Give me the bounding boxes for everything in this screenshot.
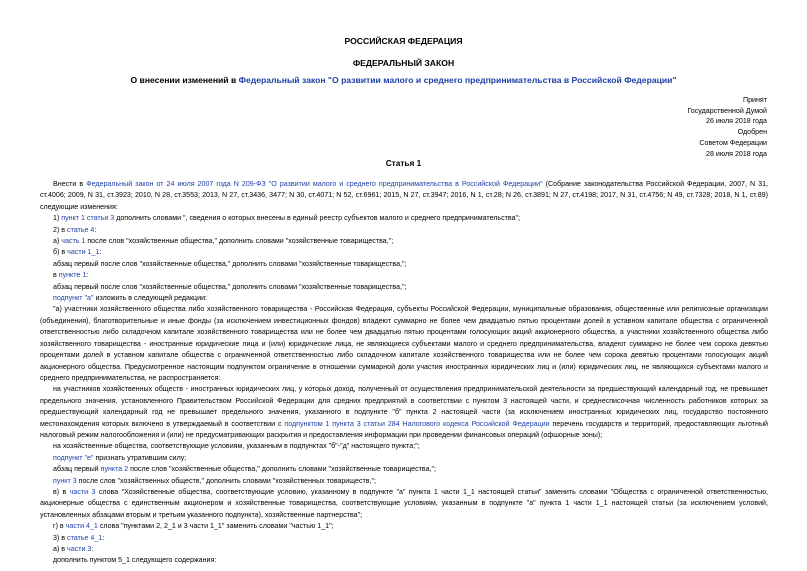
text: а) в bbox=[53, 545, 68, 553]
text: после слов "хозяйственные общества," дополнить словами "хозяйственные товарищества,"; bbox=[128, 465, 436, 474]
doc-type-heading: ФЕДЕРАЛЬНЫЙ ЗАКОН bbox=[352, 58, 455, 68]
link[interactable]: статье 4 bbox=[67, 225, 95, 234]
text: 1) bbox=[53, 214, 62, 223]
link[interactable]: части 3 bbox=[67, 545, 92, 553]
paragraph bbox=[40, 476, 768, 487]
text: абзац первый bbox=[53, 465, 101, 474]
paragraph bbox=[40, 487, 768, 521]
paragraph bbox=[40, 247, 768, 258]
paragraph: абзац первый после слов "хозяйственные общества," дополнить словами "хозяйственные товарищества,"; bbox=[53, 259, 407, 268]
paragraph bbox=[40, 464, 768, 475]
text: (Собрание законодательства Российской Федерации, 2007, N 31, ст.4006; 2009, N 31, ст.3923; 2010, N 28, ст.3553; 2013, N 27, ст.3436, 3477; N 30, ст.4071; N 52, ст.6961; 2015, N 27, ст.3947; 2016, N 1, ст.28; N 26, ст.3891; N 27, ст.4198; 2017, N 31, ст.4756; N 49, ст.7328; 2018, N 1, ст.89) следующие изменения: bbox=[40, 180, 768, 211]
paragraph: абзац первый после слов "хозяйственные общества," дополнить словами "хозяйственные товарищества,"; bbox=[53, 282, 407, 291]
link[interactable]: части 4_1 bbox=[65, 522, 98, 531]
adoption-line-1: Принят bbox=[742, 96, 767, 104]
paragraph bbox=[40, 453, 768, 464]
paragraph bbox=[40, 270, 768, 281]
text: б) в bbox=[53, 248, 68, 257]
text: а) bbox=[53, 237, 62, 246]
adoption-line-3: 26 июля 2018 года bbox=[706, 117, 767, 126]
text: слова "пунктами 2, 2_1 и 3 части 1_1" заменить словами "частью 1_1"; bbox=[97, 522, 334, 531]
link[interactable]: пункте 1 bbox=[58, 271, 87, 280]
link[interactable]: статье 4_1 bbox=[67, 533, 103, 542]
link[interactable]: часть 1 bbox=[61, 237, 86, 246]
link[interactable]: части 1_1 bbox=[67, 248, 100, 257]
link[interactable]: части 3 bbox=[69, 487, 96, 496]
paragraph bbox=[40, 179, 768, 213]
law-title-prefix: О внесении изменений в bbox=[130, 75, 239, 85]
paragraph bbox=[40, 225, 768, 236]
law-title-link[interactable]: Федеральный закон "О развитии малого и среднего предпринимательства в Российской Федерации" bbox=[238, 75, 677, 85]
paragraph bbox=[40, 236, 768, 247]
paragraph: дополнить пунктом 5_1 следующего содержания: bbox=[53, 556, 217, 565]
text: слова "Хозяйственные общества, соответствующие условию, указанному в подпункте "а" пункта 1 части 1_1 настоящей статьи" заменить словами "Общества с ограниченной ответственностью, акционерные общества с единственным акционером и хозяйственные товарищества, соответствующие условиям, указанным в подпункте "а" пункта 1 части 1_1 настоящей статьи (за исключением условий, установленных абзацами вторым и третьим указанного подпункта), хозяйственные партнерства"; bbox=[40, 487, 768, 519]
link[interactable]: подпункт "а" bbox=[53, 294, 94, 303]
text: : bbox=[94, 225, 97, 234]
link[interactable]: подпункт "е" bbox=[53, 453, 94, 462]
text: 3) в bbox=[53, 533, 68, 542]
text: после слов "хозяйственные общества," дополнить словами "хозяйственные товарищества,"; bbox=[85, 237, 394, 246]
text: : bbox=[99, 248, 102, 257]
text: перечень государств и территорий, предоставляющих льготный налоговый режим налогообложения и (или) не предусматривающих раскрытия и предоставления информации при проведении финансовых операций (офшорные зоны); bbox=[40, 419, 769, 439]
link[interactable]: пункт 1 статьи 3 bbox=[61, 214, 115, 223]
paragraph bbox=[40, 521, 768, 532]
article-body bbox=[40, 179, 768, 567]
adoption-block bbox=[687, 95, 767, 159]
paragraph bbox=[40, 213, 768, 224]
adoption-line-6: 28 июля 2018 года bbox=[706, 149, 767, 158]
text: Внести в bbox=[53, 180, 87, 188]
paragraph bbox=[40, 544, 768, 555]
text: 2) в bbox=[53, 225, 68, 234]
text: в) в bbox=[53, 487, 70, 496]
law-title bbox=[0, 75, 807, 86]
text: : bbox=[91, 545, 94, 553]
text: : bbox=[86, 271, 89, 280]
paragraph: "а) участники хозяйственного общества либо хозяйственного товарищества - Российская Федерация, субъекты Российской Федерации, муниципальные образования, общественные или религиозные организации (объединения), благотворительные и иные фонды (за исключением инвестиционных фондов) владеют суммарно не более чем двадцатью пятью процентами долей в уставном капитале общества с ограниченной ответственностью либо складочном капитале хозяйственного товарищества или не более чем двадцатью пятью процентами голосующих акций акционерного общества, а участники хозяйственного общества либо хозяйственного товарищества - иностранные юридические лица и (или) юридические лица, не являющиеся субъектами малого и среднего предпринимательства, владеют суммарно не более чем сорока девятью процентами долей в уставном капитале общества с ограниченной ответственностью либо складочном капитале хозяйственного товарищества или не более чем сорока девятью процентами голосующих акций акционерного общества. Предусмотренное настоящим подпунктом ограничение в отношении суммарной доли участия иностранных юридических лиц и (или) юридических лиц, не являющихся субъектами малого и среднего предпринимательства, не распространяется: bbox=[40, 305, 768, 382]
link[interactable]: пункта 2 bbox=[100, 465, 129, 474]
paragraph bbox=[40, 293, 768, 304]
article-heading: Статья 1 bbox=[385, 158, 422, 168]
text: после слов "хозяйственных обществ," дополнить словами "хозяйственных товариществ,"; bbox=[76, 476, 376, 485]
text: в bbox=[53, 271, 59, 280]
text: на участников хозяйственных обществ - иностранных юридических лиц, у которых доход, полученный от осуществления предпринимательской деятельности за предшествующий календарный год, не превышает предельного значения, установленного Правительством Российской Федерации для средних предприятий в соответствии с пунктом 3 настоящей части, и среднесписочная численность работников которых за предшествующий календарный год не превышает предельного значения, указанного в подпункте "б" пункта 2 настоящей части (за исключением иностранных юридических лиц, государство постоянного местонахождения которых включено в утверждаемый в соответствии с bbox=[40, 385, 768, 428]
country-heading: РОССИЙСКАЯ ФЕДЕРАЦИЯ bbox=[344, 36, 463, 46]
paragraph: на хозяйственные общества, соответствующие условиям, указанным в подпунктах "б"-"д" настоящего пункта;"; bbox=[53, 442, 420, 451]
paragraph bbox=[40, 384, 768, 441]
text: изложить в следующей редакции: bbox=[93, 294, 208, 303]
adoption-line-5: Советом Федерации bbox=[699, 138, 767, 147]
law-link[interactable]: Федеральный закон от 24 июля 2007 года N 209-ФЗ "О развитии малого и среднего предпринимательства в Российской Федерации" bbox=[86, 180, 543, 188]
adoption-line-4: Одобрен bbox=[737, 128, 767, 137]
link[interactable]: пункт 3 bbox=[53, 476, 77, 485]
paragraph bbox=[40, 533, 768, 544]
text: признать утратившим силу; bbox=[93, 453, 187, 462]
text: : bbox=[102, 533, 105, 542]
link[interactable]: подпунктом 1 пункта 3 статьи 284 Налогового кодекса Российской Федерации bbox=[284, 419, 550, 428]
adoption-line-2: Государственной Думой bbox=[687, 106, 767, 115]
text: г) в bbox=[53, 522, 66, 531]
text: дополнить словами ", сведения о которых внесены в единый реестр субъектов малого и среднего предпринимательства"; bbox=[114, 214, 521, 223]
